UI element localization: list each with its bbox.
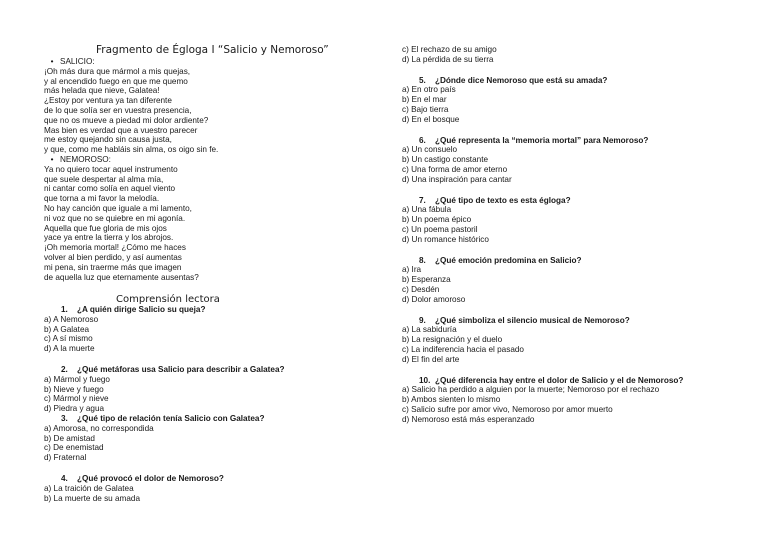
speaker-nemoroso: • NEMOROSO: xyxy=(44,155,218,165)
question-number: 5. xyxy=(419,75,426,85)
verse-line: y que, como me habláis sin alma, os oigo sin fe. xyxy=(44,145,219,155)
answer-option[interactable]: b) De amistad xyxy=(44,433,95,443)
answer-option[interactable]: b) Un castigo constante xyxy=(402,155,489,165)
question-text xyxy=(402,256,752,266)
question-prompt: ¿Dónde dice Nemoroso que está su amada? xyxy=(435,75,608,85)
verse-line: y al encendido fuego en que me quemo xyxy=(44,76,188,86)
poem xyxy=(44,57,218,282)
verse-line: yace ya entre la tierra y los abrojos. xyxy=(44,233,174,243)
question-text xyxy=(44,474,374,484)
answer-option[interactable]: c) De enemistad xyxy=(44,443,104,453)
spacer xyxy=(402,125,752,136)
question-3 xyxy=(44,414,374,463)
question-number: 2. xyxy=(61,364,68,374)
answer-option[interactable]: c) Desdén xyxy=(402,284,440,294)
spacer xyxy=(402,305,752,316)
answer-option[interactable]: a) A Nemoroso xyxy=(44,314,99,324)
question-7 xyxy=(402,196,752,245)
question-number: 4. xyxy=(61,473,68,483)
spacer xyxy=(402,65,752,76)
question-prompt: ¿Qué diferencia hay entre el dolor de Salicio y el de Nemoroso? xyxy=(435,375,684,385)
question-prompt: ¿A quién dirige Salicio su queja? xyxy=(77,305,206,314)
answer-option[interactable]: c) Mármol y nieve xyxy=(44,394,109,404)
question-number: 9. xyxy=(419,315,426,325)
questions-left xyxy=(44,305,374,503)
answer-option[interactable]: d) En el bosque xyxy=(402,114,460,124)
verse-line: ¿Estoy por ventura ya tan diferente xyxy=(44,96,172,106)
question-1 xyxy=(44,305,374,354)
question-text xyxy=(402,376,752,386)
question-prompt: ¿Qué metáforas usa Salicio para describir a Galatea? xyxy=(77,364,285,374)
question-text xyxy=(44,305,374,315)
verse-line: que torna a mi favor la melodía. xyxy=(44,194,160,204)
answer-option[interactable]: b) En el mar xyxy=(402,95,447,105)
answer-option[interactable]: c) El rechazo de su amigo xyxy=(402,45,497,54)
question-8 xyxy=(402,256,752,305)
speaker-salicio: • SALICIO: xyxy=(44,57,218,67)
verse-line: que suele despertar al alma mía, xyxy=(44,174,164,184)
question-prompt: ¿Qué simboliza el silencio musical de Nemoroso? xyxy=(435,315,630,325)
nemoroso-verses xyxy=(44,165,218,283)
answer-option[interactable]: d) Una inspiración para cantar xyxy=(402,174,512,184)
question-prompt: ¿Qué representa la “memoria mortal” para Nemoroso? xyxy=(435,135,649,145)
spacer xyxy=(44,354,374,365)
answer-option[interactable]: a) Ira xyxy=(402,265,422,275)
spacer xyxy=(402,245,752,256)
spacer xyxy=(44,463,374,474)
verse-line: No hay canción que iguale a mi lamento, xyxy=(44,203,192,213)
spacer xyxy=(402,365,752,376)
verse-line: ni cantar como solía en aquel viento xyxy=(44,184,176,194)
answer-option[interactable]: b) Nieve y fuego xyxy=(44,384,104,394)
answer-option[interactable]: a) Un consuelo xyxy=(402,145,458,155)
verse-line: me estoy quejando sin causa justa, xyxy=(44,135,172,145)
answer-option[interactable]: c) Una forma de amor eterno xyxy=(402,164,508,174)
answer-option[interactable]: a) Amorosa, no correspondida xyxy=(44,423,154,433)
answer-option[interactable]: b) A Galatea xyxy=(44,324,90,334)
spacer xyxy=(402,185,752,196)
question-4 xyxy=(402,45,752,65)
question-5 xyxy=(402,76,752,125)
verse-line: más helada que nieve, Galatea! xyxy=(44,86,160,96)
answer-option[interactable]: b) Ambos sienten lo mismo xyxy=(402,395,501,405)
question-6 xyxy=(402,136,752,185)
verse-line: Mas bien es verdad que a vuestro parecer xyxy=(44,125,198,135)
question-number: 8. xyxy=(419,255,426,265)
verse-line: ¡Oh más dura que mármol a mis quejas, xyxy=(44,66,191,76)
answer-option[interactable]: b) La resignación y el duelo xyxy=(402,335,503,345)
verse-line: de aquella luz que eternamente ausentas? xyxy=(44,272,199,282)
verse-line: Ya no quiero tocar aquel instrumento xyxy=(44,164,178,174)
answer-option[interactable]: c) A sí mismo xyxy=(44,334,93,344)
verse-line: de lo que solía ser en vuestra presencia, xyxy=(44,105,192,115)
question-text xyxy=(402,76,752,86)
answer-option[interactable]: a) La sabiduría xyxy=(402,325,457,335)
question-prompt: ¿Qué provocó el dolor de Nemoroso? xyxy=(77,473,224,483)
answer-option[interactable]: d) Dolor amoroso xyxy=(402,294,466,304)
question-prompt: ¿Qué emoción predomina en Salicio? xyxy=(435,255,582,265)
answer-option[interactable]: c) Bajo tierra xyxy=(402,104,449,114)
verse-line: que no os mueve a piedad mi dolor ardiente? xyxy=(44,115,209,125)
question-text xyxy=(402,196,752,206)
answer-option[interactable]: a) Salicio ha perdido a alguien por la muerte; Nemoroso por el rechazo xyxy=(402,385,660,395)
question-text xyxy=(44,365,374,375)
answer-option[interactable]: c) La indiferencia hacia el pasado xyxy=(402,344,524,354)
answer-option[interactable]: a) En otro país xyxy=(402,85,456,95)
document-title: Fragmento de Égloga I “Salicio y Nemoroso” xyxy=(96,44,329,56)
answer-option[interactable]: d) A la muerte xyxy=(44,344,95,354)
question-text xyxy=(402,136,752,146)
salicio-verses xyxy=(44,67,218,155)
question-10 xyxy=(402,376,752,425)
question-prompt: ¿Qué tipo de relación tenía Salicio con Galatea? xyxy=(77,413,265,423)
question-number: 1. xyxy=(61,305,68,314)
answer-option[interactable]: d) Un romance histórico xyxy=(402,234,489,244)
answer-option[interactable]: c) Un poema pastoril xyxy=(402,224,478,234)
answer-option[interactable]: b) Esperanza xyxy=(402,275,451,285)
question-2 xyxy=(44,365,374,414)
questions-right xyxy=(402,45,752,425)
question-text xyxy=(44,414,374,424)
verse-line: volver al bien perdido, y así aumentas xyxy=(44,252,182,262)
answer-option[interactable]: b) La muerte de su amada xyxy=(44,493,141,503)
answer-option[interactable]: a) La traición de Galatea xyxy=(44,483,134,493)
verse-line: ¡Oh memoria mortal! ¿Cómo me haces xyxy=(44,243,186,253)
answer-option[interactable]: b) Un poema épico xyxy=(402,215,472,225)
question-number: 6. xyxy=(419,135,426,145)
answer-option[interactable]: d) Piedra y agua xyxy=(44,404,105,414)
question-number: 10. xyxy=(419,375,431,385)
answer-option[interactable]: a) Mármol y fuego xyxy=(44,374,110,384)
answer-option[interactable]: c) Salicio sufre por amor vivo, Nemoroso por amor muerto xyxy=(402,404,613,414)
answer-option[interactable]: d) Nemoroso está más esperanzado xyxy=(402,414,535,424)
quiz-title: Comprensión lectora xyxy=(116,294,220,305)
answer-option[interactable]: d) Fraternal xyxy=(44,453,87,463)
verse-line: ni voz que no se quiebre en mi agonía. xyxy=(44,213,186,223)
answer-option[interactable]: d) La pérdida de su tierra xyxy=(402,54,494,64)
question-prompt: ¿Qué tipo de texto es esta égloga? xyxy=(435,195,571,205)
verse-line: Aquella que fue gloria de mis ojos xyxy=(44,223,167,233)
question-number: 3. xyxy=(61,413,68,423)
verse-line: mi pena, sin traerme más que imagen xyxy=(44,262,182,272)
question-text xyxy=(402,316,752,326)
answer-option[interactable]: a) Una fábula xyxy=(402,205,452,215)
question-9 xyxy=(402,316,752,365)
question-4 xyxy=(44,474,374,503)
question-number: 7. xyxy=(419,195,426,205)
answer-option[interactable]: d) El fin del arte xyxy=(402,354,460,364)
